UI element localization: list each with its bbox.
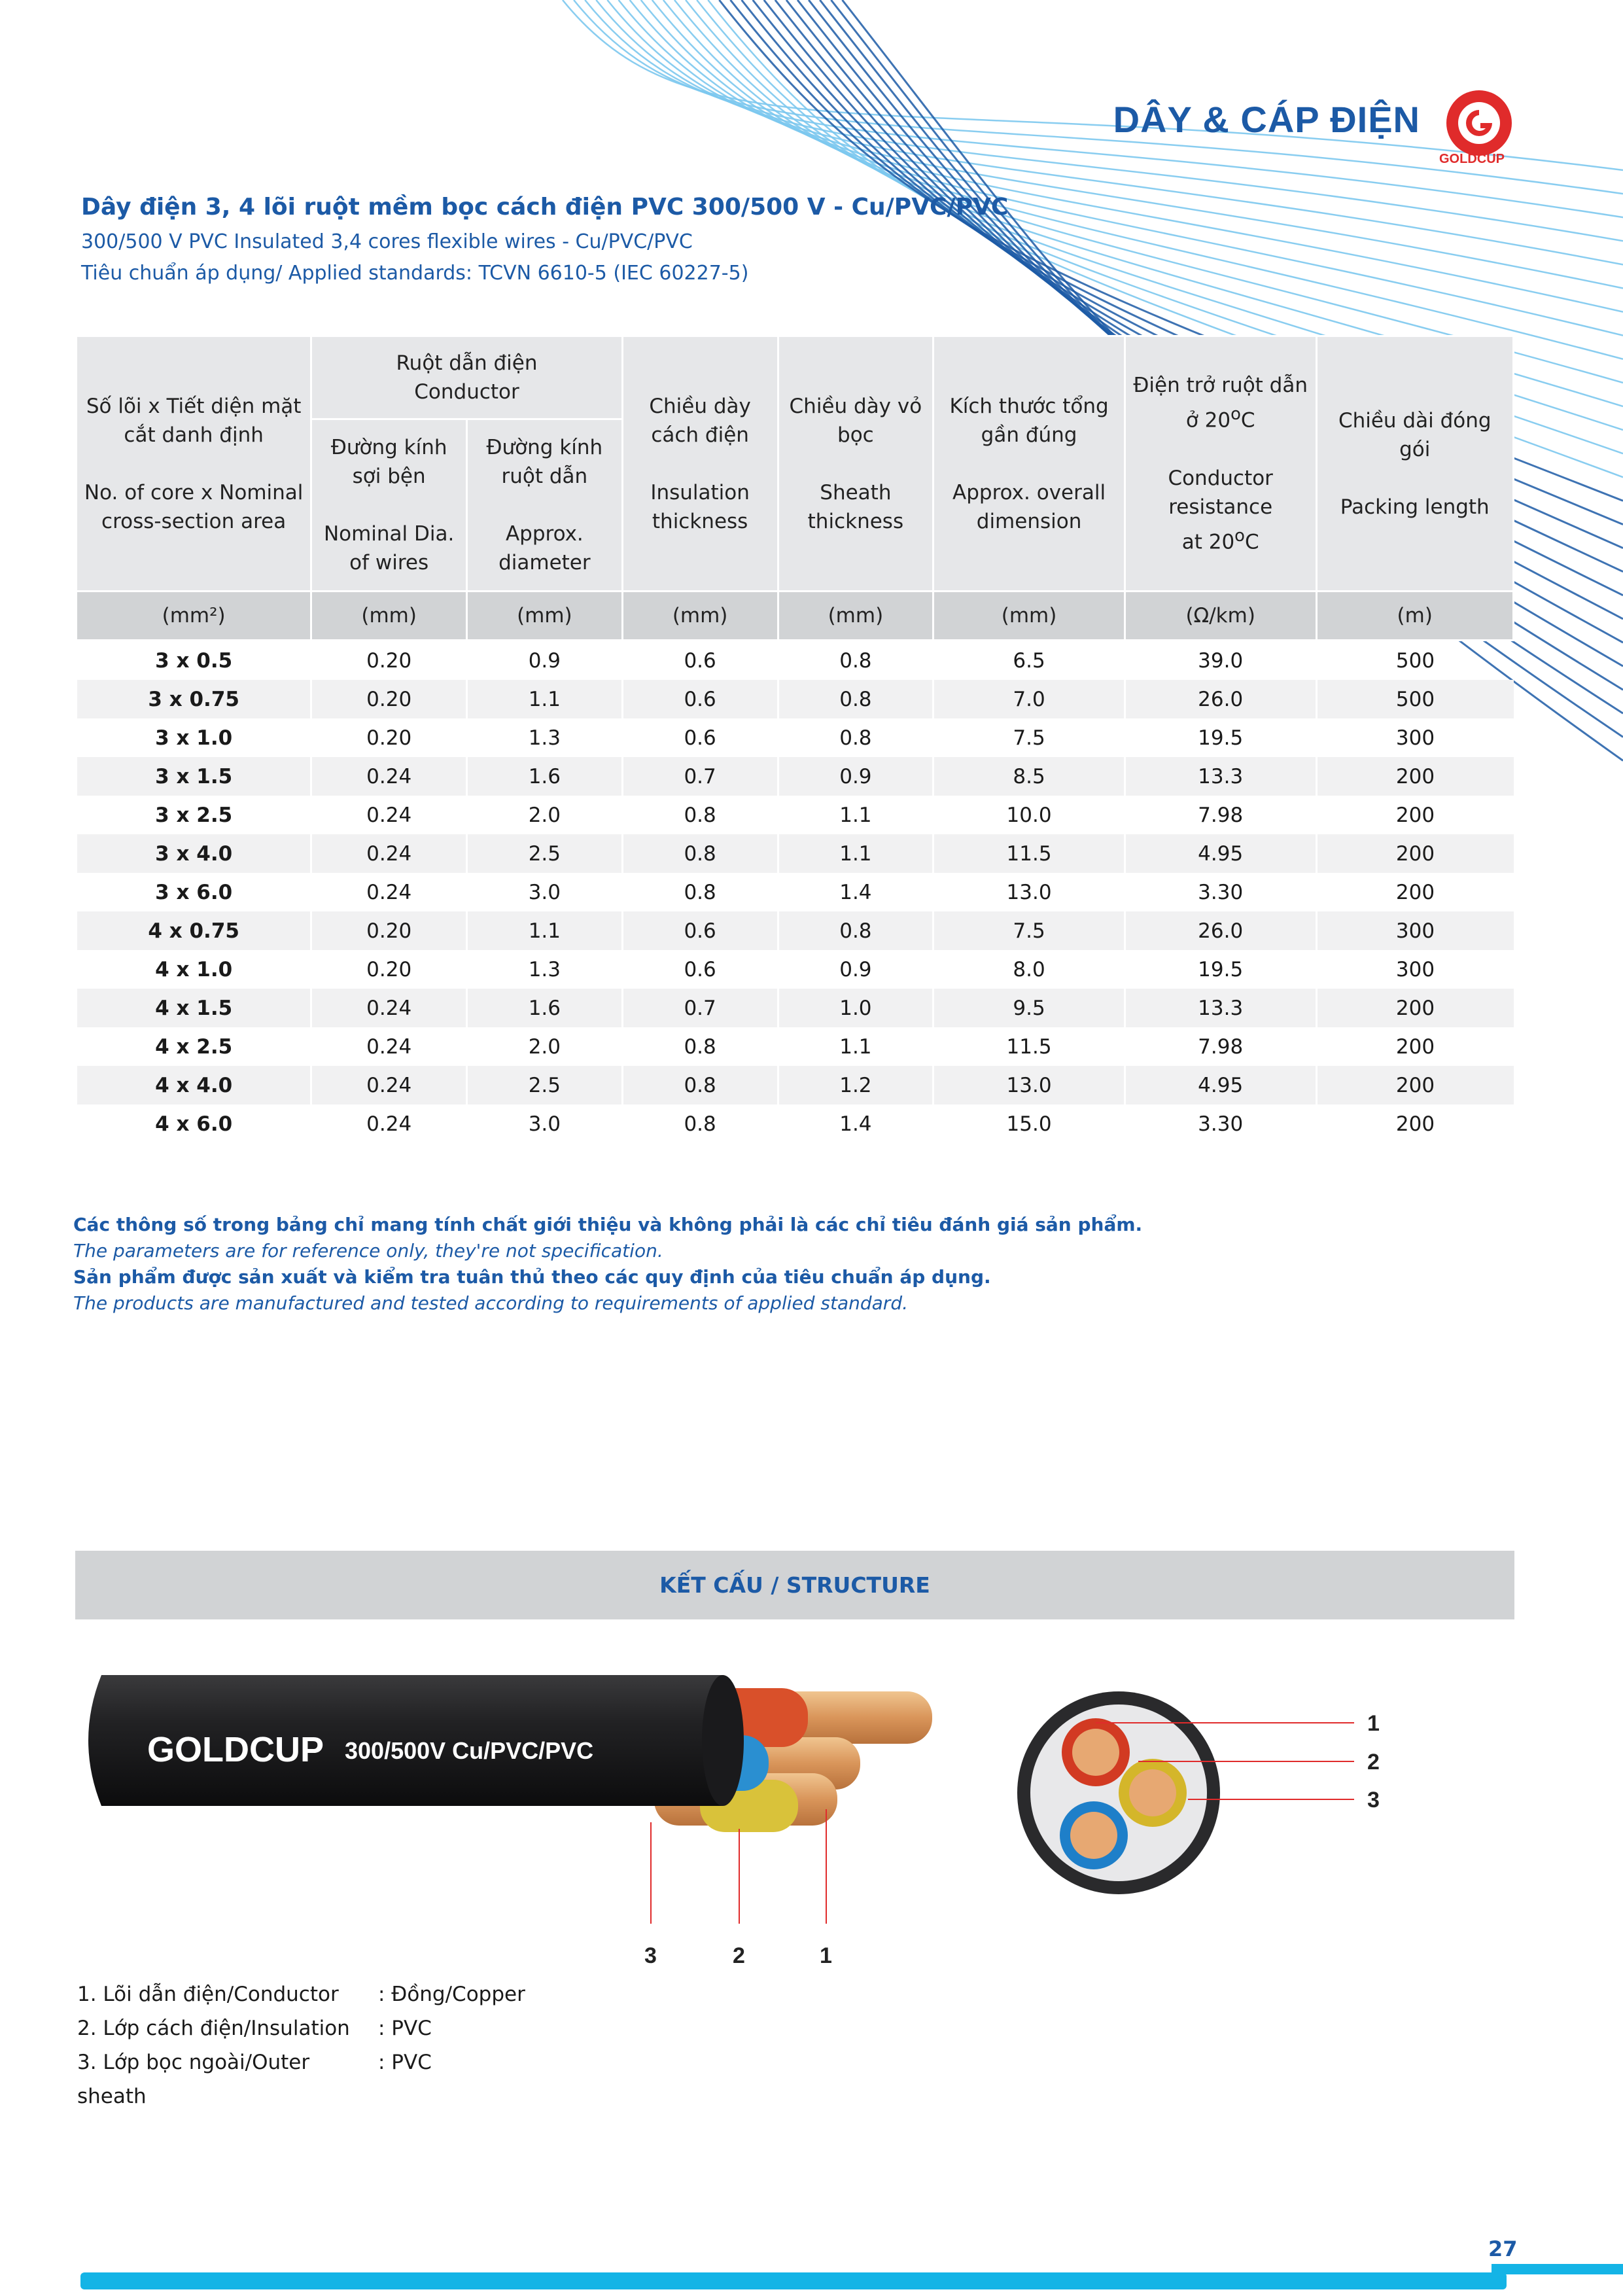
table-row [77, 641, 1514, 680]
unit-cell: (Ω/km) [1125, 592, 1316, 641]
page-title: Dây điện 3, 4 lõi ruột mềm bọc cách điện PVC 300/500 V - Cu/PVC/PVC [81, 194, 1009, 221]
unit-cell: (mm) [622, 592, 778, 641]
table-cell: 3.30 [1125, 1104, 1316, 1143]
table-cell: 4 x 1.5 [77, 989, 311, 1027]
resistance-en-temp: at 20 [1181, 529, 1235, 554]
unit-cell: (mm) [778, 592, 934, 641]
callout-side-3: 3 [644, 1943, 657, 1968]
cable-brand-text: GOLDCUP [147, 1730, 324, 1769]
subtitle-en: 300/500 V PVC Insulated 3,4 cores flexible wires - Cu/PVC/PVC [81, 230, 693, 253]
table-cell: 7.5 [934, 718, 1125, 757]
table-cell: 13.3 [1125, 757, 1316, 796]
table-cell: 19.5 [1125, 718, 1316, 757]
table-cell: 1.3 [467, 950, 623, 989]
col-header-resistance [1125, 336, 1316, 592]
table-cell: 0.24 [311, 796, 467, 834]
table-row [77, 911, 1514, 950]
table-cell: 7.98 [1125, 1027, 1316, 1066]
table-cell: 200 [1316, 796, 1514, 834]
part-value: : PVC [378, 2051, 432, 2074]
degree-c-en: C [1244, 529, 1259, 554]
packing-vi: Chiều dài đóng gói [1338, 408, 1492, 461]
table-cell: 500 [1316, 641, 1514, 680]
col-header-sheath [778, 336, 934, 592]
table-row [77, 718, 1514, 757]
table-cell: 2.5 [467, 834, 623, 873]
table-row [77, 680, 1514, 718]
cable-side-illustration [75, 1675, 971, 1976]
table-cell: 300 [1316, 718, 1514, 757]
table-cell: 0.6 [622, 641, 778, 680]
note-en-1: The parameters are for reference only, they're not specification. [73, 1240, 663, 1262]
table-cell: 0.8 [622, 873, 778, 911]
table-cell: 13.0 [934, 1066, 1125, 1104]
table-cell: 0.7 [622, 989, 778, 1027]
col-header-wire-dia [311, 419, 467, 592]
table-cell: 200 [1316, 834, 1514, 873]
table-row [77, 989, 1514, 1027]
insulation-vi: Chiều dày cách điện [649, 394, 751, 447]
table-cell: 200 [1316, 757, 1514, 796]
table-row [77, 1027, 1514, 1066]
dimension-vi: Kích thước tổng gần đúng [949, 394, 1109, 447]
callout-cross-1: 1 [1367, 1711, 1380, 1736]
table-cell: 6.5 [934, 641, 1125, 680]
table-cell: 0.8 [622, 1066, 778, 1104]
note-vi-1: Các thông số trong bảng chỉ mang tính chất giới thiệu và không phải là các chỉ tiêu đánh giá sản phẩm. [73, 1214, 1143, 1235]
packing-en: Packing length [1340, 495, 1490, 519]
table-cell: 4 x 0.75 [77, 911, 311, 950]
table-cell: 0.6 [622, 911, 778, 950]
table-cell: 200 [1316, 1027, 1514, 1066]
table-cell: 300 [1316, 911, 1514, 950]
table-cell: 0.9 [778, 950, 934, 989]
table-cell: 300 [1316, 950, 1514, 989]
table-cell: 0.24 [311, 757, 467, 796]
table-cell: 0.24 [311, 834, 467, 873]
table-cell: 4 x 1.0 [77, 950, 311, 989]
part-value: : PVC [378, 2017, 432, 2040]
table-cell: 4 x 4.0 [77, 1066, 311, 1104]
footer-bar [80, 2272, 1507, 2289]
spec-table-body [77, 641, 1514, 1144]
table-cell: 7.0 [934, 680, 1125, 718]
table-cell: 2.0 [467, 1027, 623, 1066]
table-cell: 1.4 [778, 873, 934, 911]
table-cell: 0.6 [622, 680, 778, 718]
table-cell: 0.20 [311, 911, 467, 950]
part-row [77, 1977, 525, 2011]
callout-cross-3: 3 [1367, 1788, 1380, 1812]
table-cell: 2.0 [467, 796, 623, 834]
table-cell: 0.8 [778, 680, 934, 718]
applied-standard: Tiêu chuẩn áp dụng/ Applied standards: TCVN 6610-5 (IEC 60227-5) [81, 262, 749, 285]
table-cell: 200 [1316, 989, 1514, 1027]
table-cell: 0.20 [311, 680, 467, 718]
table-row [77, 950, 1514, 989]
brand-title: DÂY & CÁP ĐIỆN [1113, 99, 1420, 140]
table-cell: 200 [1316, 1066, 1514, 1104]
note-en-2: The products are manufactured and tested according to requirements of applied standard. [73, 1292, 908, 1314]
col-header-dimension [934, 336, 1125, 592]
table-cell: 39.0 [1125, 641, 1316, 680]
notes [73, 1212, 1142, 1316]
footer-bar-tab [1492, 2264, 1623, 2274]
table-cell: 4 x 6.0 [77, 1104, 311, 1143]
table-row [77, 757, 1514, 796]
unit-cell: (mm) [311, 592, 467, 641]
table-row [77, 796, 1514, 834]
table-cell: 19.5 [1125, 950, 1316, 989]
resistance-en: Conductor resistance [1168, 466, 1273, 519]
table-cell: 0.8 [622, 1104, 778, 1143]
table-cell: 0.9 [778, 757, 934, 796]
table-cell: 1.1 [467, 680, 623, 718]
unit-cell: (m) [1316, 592, 1514, 641]
part-label: 1. Lõi dẫn điện/Conductor [77, 1983, 339, 2006]
cable-print-text: 300/500V Cu/PVC/PVC [345, 1737, 594, 1764]
degree-sup: o [1230, 404, 1241, 425]
col-header-core [77, 336, 311, 592]
table-cell: 4.95 [1125, 1066, 1316, 1104]
table-row [77, 834, 1514, 873]
table-cell: 0.20 [311, 718, 467, 757]
table-cell: 3 x 2.5 [77, 796, 311, 834]
conductor-vi: Ruột dẫn điện [396, 351, 538, 375]
wire-dia-en: Nominal Dia. of wires [323, 522, 455, 574]
col-header-core-en: No. of core x Nominal cross-section area [84, 480, 304, 533]
table-cell: 1.1 [778, 796, 934, 834]
table-cell: 26.0 [1125, 911, 1316, 950]
table-cell: 0.8 [622, 796, 778, 834]
table-cell: 0.24 [311, 1066, 467, 1104]
table-cell: 1.1 [778, 1027, 934, 1066]
wave-line [663, 0, 1623, 383]
table-cell: 3.30 [1125, 873, 1316, 911]
table-cell: 3 x 4.0 [77, 834, 311, 873]
approx-dia-vi: Đường kính ruột dẫn [486, 436, 603, 488]
degree-sup-en: o [1234, 525, 1245, 546]
logo-text: GOLDCUP [1439, 152, 1505, 166]
col-header-core-vi: Số lõi x Tiết diện mặt cắt danh định [86, 394, 302, 447]
table-cell: 0.9 [467, 641, 623, 680]
table-cell: 1.0 [778, 989, 934, 1027]
table-cell: 4.95 [1125, 834, 1316, 873]
col-header-approx-dia [467, 419, 623, 592]
table-cell: 0.8 [778, 641, 934, 680]
sheath-vi: Chiều dày vỏ bọc [789, 394, 922, 447]
table-cell: 3 x 1.5 [77, 757, 311, 796]
col-header-insulation [622, 336, 778, 592]
table-cell: 9.5 [934, 989, 1125, 1027]
table-cell: 10.0 [934, 796, 1125, 834]
table-cell: 3 x 1.0 [77, 718, 311, 757]
table-cell: 11.5 [934, 1027, 1125, 1066]
table-cell: 4 x 2.5 [77, 1027, 311, 1066]
approx-dia-en: Approx. diameter [498, 522, 591, 574]
table-cell: 0.8 [778, 718, 934, 757]
table-cell: 0.20 [311, 641, 467, 680]
table-cell: 1.1 [467, 911, 623, 950]
table-cell: 8.0 [934, 950, 1125, 989]
conductor-en: Conductor [414, 380, 519, 404]
table-row [77, 873, 1514, 911]
col-header-conductor [311, 336, 622, 419]
table-cell: 0.6 [622, 950, 778, 989]
table-cell: 1.1 [778, 834, 934, 873]
table-cell: 3.0 [467, 873, 623, 911]
table-cell: 2.5 [467, 1066, 623, 1104]
table-cell: 13.0 [934, 873, 1125, 911]
part-label: 3. Lớp bọc ngoài/Outer sheath [77, 2051, 310, 2108]
table-cell: 1.6 [467, 989, 623, 1027]
table-row [77, 1066, 1514, 1104]
table-cell: 11.5 [934, 834, 1125, 873]
col-header-packing [1316, 336, 1514, 592]
callout-side-2: 2 [733, 1943, 745, 1968]
table-cell: 7.5 [934, 911, 1125, 950]
table-cell: 500 [1316, 680, 1514, 718]
part-label: 2. Lớp cách điện/Insulation [77, 2017, 350, 2040]
table-cell: 0.8 [622, 1027, 778, 1066]
structure-parts-list [77, 1977, 525, 2113]
table-cell: 1.6 [467, 757, 623, 796]
table-cell: 200 [1316, 873, 1514, 911]
table-cell: 1.4 [778, 1104, 934, 1143]
callout-cross-2: 2 [1367, 1750, 1380, 1775]
table-cell: 3.0 [467, 1104, 623, 1143]
page-number: 27 [1488, 2236, 1518, 2261]
unit-cell: (mm²) [77, 592, 311, 641]
unit-cell: (mm) [934, 592, 1125, 641]
note-vi-2: Sản phẩm được sản xuất và kiểm tra tuân thủ theo các quy định của tiêu chuẩn áp dụng. [73, 1266, 991, 1288]
table-cell: 1.3 [467, 718, 623, 757]
sheath-en: Sheath thickness [807, 480, 904, 533]
table-cell: 3 x 0.5 [77, 641, 311, 680]
part-value: : Đồng/Copper [378, 1983, 525, 2006]
degree-c: C [1240, 408, 1255, 433]
dimension-en: Approx. overall dimension [952, 480, 1106, 533]
table-cell: 0.24 [311, 873, 467, 911]
resistance-vi: Điện trở ruột dẫn ở 20 [1133, 374, 1308, 433]
units-row [77, 592, 1514, 641]
table-cell: 3 x 0.75 [77, 680, 311, 718]
insulation-en: Insulation thickness [650, 480, 750, 533]
unit-cell: (mm) [467, 592, 623, 641]
wire-dia-vi: Đường kính sợi bện [330, 436, 447, 488]
table-cell: 8.5 [934, 757, 1125, 796]
table-cell: 15.0 [934, 1104, 1125, 1143]
table-cell: 7.98 [1125, 796, 1316, 834]
table-cell: 13.3 [1125, 989, 1316, 1027]
table-cell: 3 x 6.0 [77, 873, 311, 911]
table-cell: 0.7 [622, 757, 778, 796]
table-cell: 0.8 [622, 834, 778, 873]
part-row [77, 2045, 525, 2113]
table-cell: 200 [1316, 1104, 1514, 1143]
table-cell: 0.8 [778, 911, 934, 950]
cable-cross-section [1001, 1675, 1420, 1911]
part-row [77, 2011, 525, 2045]
table-cell: 0.20 [311, 950, 467, 989]
callout-side-1: 1 [820, 1943, 832, 1968]
table-cell: 0.24 [311, 989, 467, 1027]
table-cell: 0.24 [311, 1027, 467, 1066]
table-cell: 26.0 [1125, 680, 1316, 718]
table-row [77, 1104, 1514, 1143]
spec-table [75, 335, 1514, 1143]
structure-heading: KẾT CẤU / STRUCTURE [75, 1551, 1514, 1619]
table-cell: 0.24 [311, 1104, 467, 1143]
table-cell: 0.6 [622, 718, 778, 757]
table-cell: 1.2 [778, 1066, 934, 1104]
